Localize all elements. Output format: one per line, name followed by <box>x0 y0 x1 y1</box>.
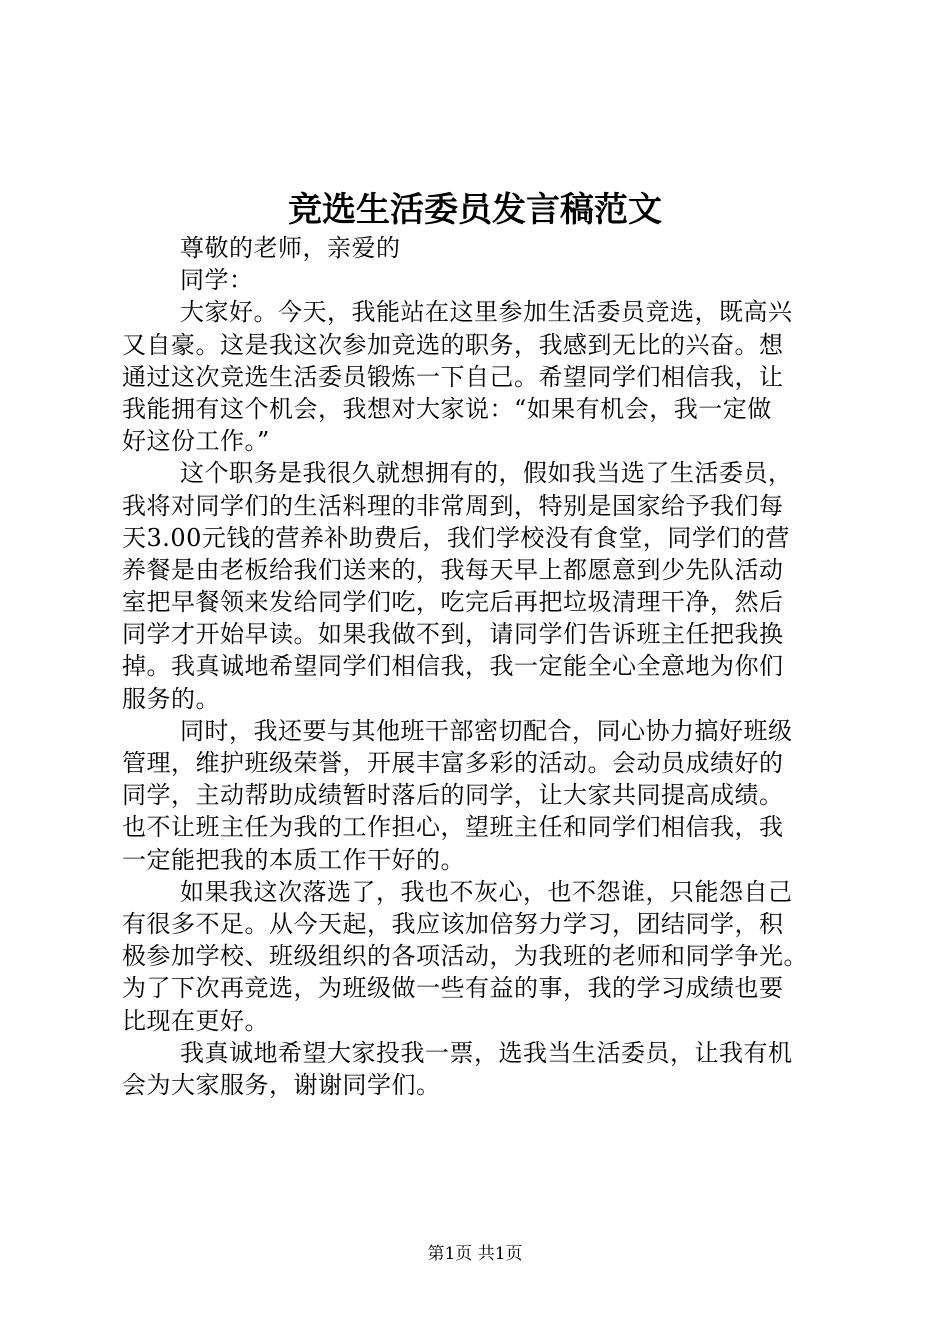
paragraph-3-line-3: 同学，主动帮助成绩暂时落后的同学，让大家共同提高成绩。 <box>122 781 784 810</box>
paragraph-4-line-2: 有很多不足。从今天起，我应该加倍努力学习，团结同学，积 <box>122 909 784 938</box>
paragraph-2-line-6: 同学才开始早读。如果我做不到，请同学们告诉班主任把我换 <box>122 620 784 649</box>
paragraph-2-line-1: 这个职务是我很久就想拥有的，假如我当选了生活委员， <box>180 459 793 488</box>
salutation-line-2: 同学： <box>180 266 254 295</box>
page-footer: 第1页 共1页 <box>427 1244 523 1264</box>
paragraph-3-line-5: 一定能把我的本质工作干好的。 <box>122 845 465 874</box>
paragraph-4-line-3: 极参加学校、班级组织的各项活动，为我班的老师和同学争光。 <box>122 942 808 971</box>
paragraph-1-line-5: 好这份工作。” <box>122 427 270 456</box>
document-body <box>122 232 842 1101</box>
paragraph-4-line-5: 比现在更好。 <box>122 1006 269 1035</box>
paragraph-2-line-8: 服务的。 <box>122 684 220 713</box>
paragraph-3-line-2: 管理，维护班级荣誉，开展丰富多彩的活动。会动员成绩好的 <box>122 749 784 777</box>
paragraph-5-line-2: 会为大家服务，谢谢同学们。 <box>122 1070 441 1099</box>
paragraph-3-line-4: 也不让班主任为我的工作担心，望班主任和同学们相信我，我 <box>122 813 784 842</box>
paragraph-1-line-1: 大家好。今天，我能站在这里参加生活委员竞选，既高兴 <box>180 298 793 327</box>
paragraph-2-line-7: 掉。我真诚地希望同学们相信我，我一定能全心全意地为你们 <box>122 652 784 681</box>
salutation-line-1: 尊敬的老师，亲爱的 <box>180 234 401 262</box>
paragraph-2-line-5: 室把早餐领来发给同学们吃，吃完后再把垃圾清理干净，然后 <box>122 588 784 617</box>
paragraph-1-line-2: 又自豪。这是我这次参加竞选的职务，我感到无比的兴奋。想 <box>122 330 784 359</box>
paragraph-3-line-1: 同时，我还要与其他班干部密切配合，同心协力搞好班级 <box>180 716 793 745</box>
paragraph-4-line-4: 为了下次再竞选，为班级做一些有益的事，我的学习成绩也要 <box>122 974 784 1003</box>
document-title: 竞选生活委员发言稿范文 <box>288 190 662 230</box>
paragraph-2-line-3: 天3.00元钱的营养补助费后，我们学校没有食堂，同学们的营 <box>122 523 790 552</box>
paragraph-2-line-2: 我将对同学们的生活料理的非常周到，特别是国家给予我们每 <box>122 491 784 520</box>
paragraph-1-line-3: 通过这次竞选生活委员锻炼一下自己。希望同学们相信我，让 <box>122 362 784 391</box>
paragraph-4-line-1: 如果我这次落选了，我也不灰心，也不怨谁，只能怨自己 <box>180 877 793 906</box>
paragraph-5-line-1: 我真诚地希望大家投我一票，选我当生活委员，让我有机 <box>180 1038 793 1067</box>
paragraph-2-line-4: 养餐是由老板给我们送来的，我每天早上都愿意到少先队活动 <box>122 555 784 584</box>
paragraph-1-line-4: 我能拥有这个机会，我想对大家说：“如果有机会，我一定做 <box>122 394 772 423</box>
